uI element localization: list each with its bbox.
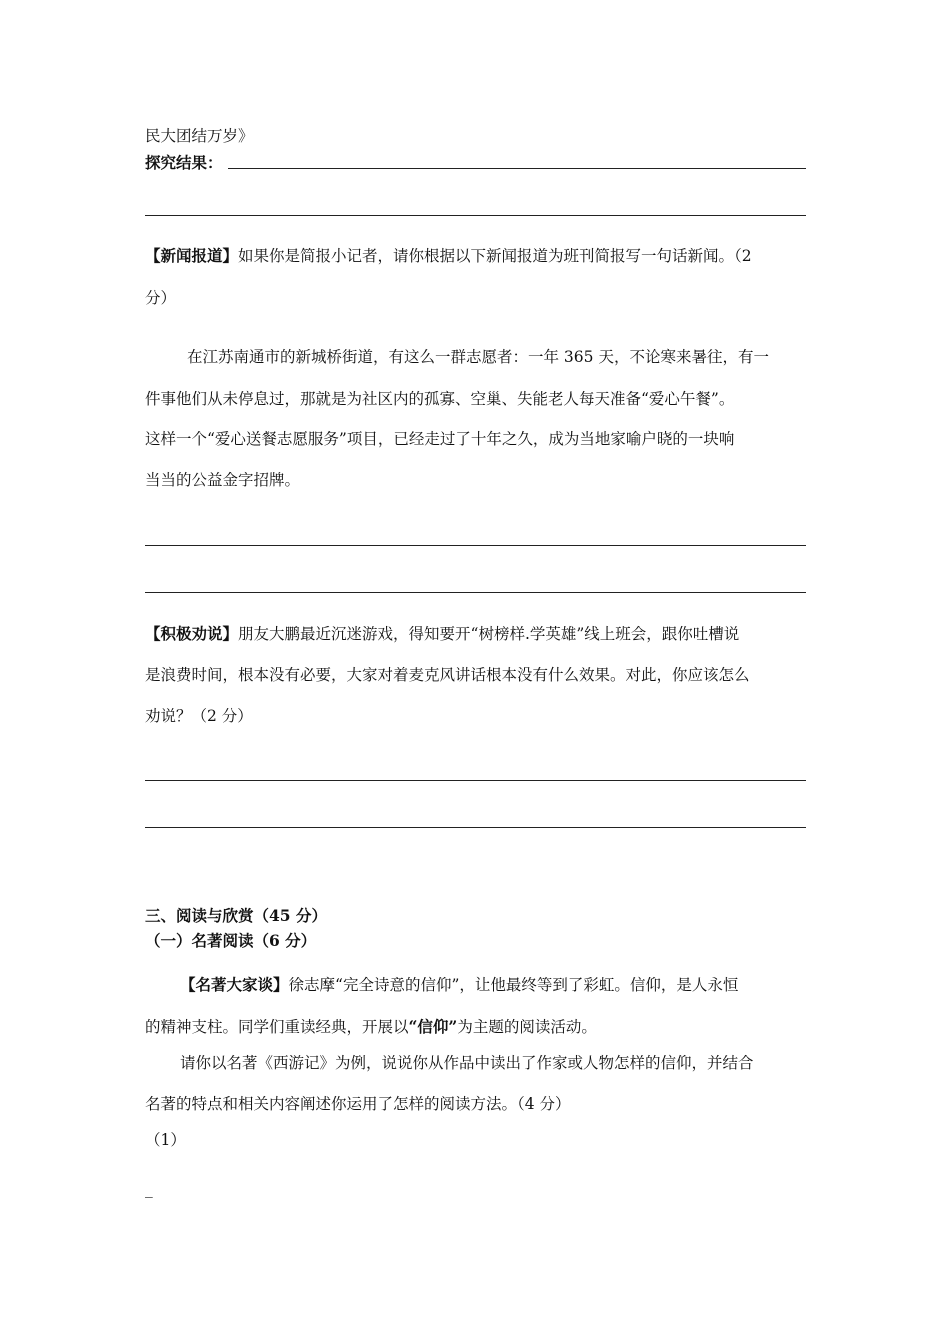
news-passage-line: 在江苏南通市的新城桥街道，有这么一群志愿者：一年 365 天，不论寒来暑往，有一 bbox=[187, 348, 769, 366]
persuade-line2: 是浪费时间，根本没有必要，大家对着麦克风讲话根本没有什么效果。对此，你应该怎么 bbox=[145, 666, 750, 684]
famous-line4: 名著的特点和相关内容阐述你运用了怎样的阅读方法。（4 分） bbox=[145, 1095, 571, 1113]
famous-line2 bbox=[145, 1016, 597, 1038]
famous-line2-a: 的精神支柱。同学们重读经典，开展以 bbox=[145, 1018, 409, 1036]
answer-line-news-1[interactable] bbox=[145, 545, 806, 546]
persuade-line3: 劝说？（2 分） bbox=[145, 707, 253, 725]
inquiry-result-label: 探究结果： bbox=[145, 153, 223, 172]
famous-text: 徐志摩“完全诗意的信仰”，让他最终等到了彩虹。信仰，是人永恒 bbox=[288, 976, 739, 994]
persuade-text: 朋友大鹏最近沉迷游戏，得知要开“树榜样.学英雄”线上班会，跟你吐槽说 bbox=[238, 625, 740, 643]
answer-line-persuade-1[interactable] bbox=[145, 780, 806, 781]
news-label: 【新闻报道】 bbox=[145, 246, 239, 265]
continuation-text: 民大团结万岁》 bbox=[145, 127, 254, 145]
news-prompt-text: 如果你是简报小记者，请你根据以下新闻报道为班刊简报写一句话新闻。（2 bbox=[238, 247, 752, 265]
classic-reading-subtitle: （一）名著阅读（6 分） bbox=[145, 931, 317, 950]
famous-label: 【名著大家谈】 bbox=[180, 975, 289, 994]
answer-line-persuade-2[interactable] bbox=[145, 827, 806, 828]
news-prompt-line2: 分） bbox=[145, 289, 177, 307]
famous-line3: 请你以名著《西游记》为例，说说你从作品中读出了作家或人物怎样的信仰，并结合 bbox=[180, 1054, 754, 1072]
persuade-label: 【积极劝说】 bbox=[145, 624, 239, 643]
item-number-1: （1） bbox=[145, 1131, 186, 1149]
answer-line-news-2[interactable] bbox=[145, 592, 806, 593]
faith-keyword: “信仰” bbox=[408, 1017, 458, 1036]
news-prompt-line1 bbox=[145, 245, 752, 267]
news-passage-line: 当当的公益金字招牌。 bbox=[145, 471, 301, 489]
answer-line-inquiry-1[interactable] bbox=[228, 168, 806, 169]
famous-line1 bbox=[180, 974, 738, 996]
section-three-title: 三、阅读与欣赏（45 分） bbox=[145, 906, 327, 925]
news-passage-line: 这样一个“爱心送餐志愿服务”项目，已经走过了十年之久，成为当地家喻户晓的一块响 bbox=[145, 430, 735, 448]
answer-blank-mark[interactable]: _ bbox=[145, 1180, 153, 1198]
answer-line-inquiry-2[interactable] bbox=[145, 215, 806, 216]
persuade-line1 bbox=[145, 623, 739, 645]
famous-line2-b: 为主题的阅读活动。 bbox=[457, 1018, 597, 1036]
news-passage-line: 件事他们从未停息过，那就是为社区内的孤寡、空巢、失能老人每天准备“爱心午餐”。 bbox=[145, 390, 735, 408]
